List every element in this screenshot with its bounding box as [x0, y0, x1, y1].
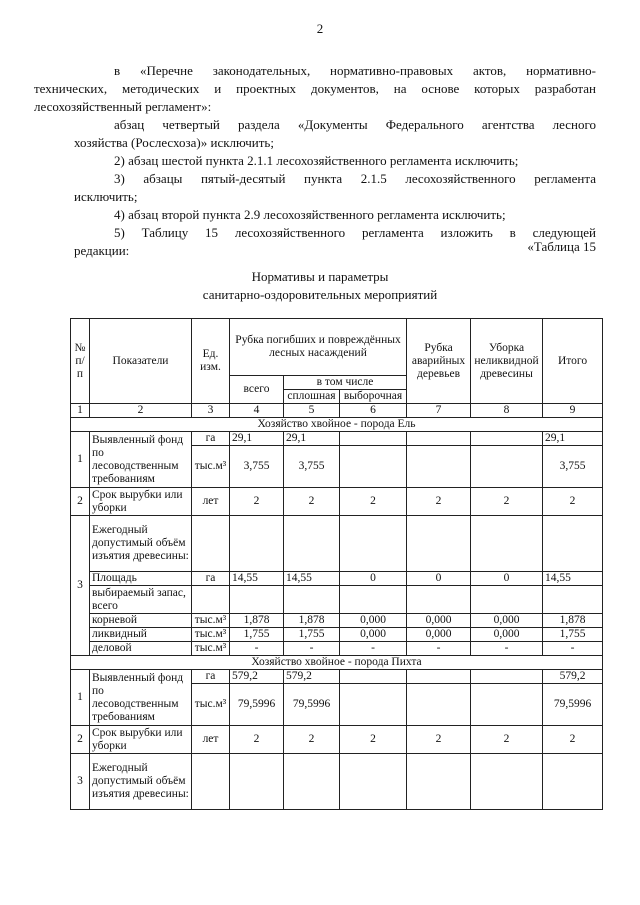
- cell-itogo: 2: [543, 488, 603, 516]
- page-number: 2: [316, 21, 324, 36]
- cell-unit: га: [192, 572, 230, 586]
- cell-emergency: 2: [407, 488, 471, 516]
- cell-selective: [340, 684, 407, 726]
- cell-emergency: [407, 684, 471, 726]
- cell-unit: тыс.м³: [192, 446, 230, 488]
- text-line: хозяйства (Рослесхоза)» исключить;: [74, 135, 274, 150]
- text-line: исключить;: [74, 189, 138, 204]
- column-number: 9: [543, 404, 603, 418]
- header-total-all: всего: [230, 376, 284, 404]
- row-label: Срок вырубки или уборки: [90, 488, 192, 516]
- table-caption-line2: санитарно-оздоровительных мероприятий: [202, 287, 438, 302]
- header-cleanup: Уборка неликвидной древесины: [471, 319, 543, 404]
- column-number: 8: [471, 404, 543, 418]
- header-including: в том числе: [284, 376, 407, 390]
- cell-emergency: 2: [407, 726, 471, 754]
- cell-clear: 3,755: [284, 446, 340, 488]
- row-label: Ежегодный допустимый объём изъятия древесины:: [90, 754, 192, 810]
- cell-selective: [340, 432, 407, 446]
- cell-selective: [340, 670, 407, 684]
- cell-clear: 14,55: [284, 572, 340, 586]
- cell-emergency: [407, 670, 471, 684]
- cell-total: 79,5996: [230, 684, 284, 726]
- text-line: 4) абзац второй пункта 2.9 лесохозяйственного регламента исключить;: [114, 207, 506, 222]
- column-number: 1: [71, 404, 90, 418]
- cell-total: 1,755: [230, 628, 284, 642]
- cell-itogo: 14,55: [543, 572, 603, 586]
- row-label: Площадь: [90, 572, 192, 586]
- row-label: деловой: [90, 642, 192, 656]
- section-title: Хозяйство хвойное - порода Пихта: [71, 656, 603, 670]
- row-label: Ежегодный допустимый объём изъятия древесины:: [90, 516, 192, 572]
- text-line: абзац четвертый раздела «Документы Федерального агентства лесного: [114, 117, 596, 132]
- cell-clear: 579,2: [284, 670, 340, 684]
- cell-unit: тыс.м³: [192, 614, 230, 628]
- cell-total: 1,878: [230, 614, 284, 628]
- row-num: 1: [71, 670, 90, 726]
- cell-clear: 79,5996: [284, 684, 340, 726]
- row-label: Выявленный фонд по лесоводственным требованиям: [90, 432, 192, 488]
- cell-unit: лет: [192, 726, 230, 754]
- cell-itogo: 2: [543, 726, 603, 754]
- header-num: № п/п: [71, 319, 90, 404]
- row-num: 3: [71, 516, 90, 656]
- cell-total: 3,755: [230, 446, 284, 488]
- cell-unit: тыс.м³: [192, 628, 230, 642]
- paragraph-item-5: [74, 224, 596, 260]
- text-line: технических, методических и проектных документов, на основе которых разработан: [34, 81, 596, 96]
- header-clear: сплошная: [284, 390, 340, 404]
- cell-cleanup: 2: [471, 488, 543, 516]
- cell-itogo: 579,2: [543, 670, 603, 684]
- cell-clear: -: [284, 642, 340, 656]
- row-num: 2: [71, 726, 90, 754]
- column-number: 6: [340, 404, 407, 418]
- text-line: 5) Таблицу 15 лесохозяйственного регламента изложить в следующей: [114, 225, 596, 240]
- cell-cleanup: 2: [471, 726, 543, 754]
- row-label: корневой: [90, 614, 192, 628]
- column-number: 3: [192, 404, 230, 418]
- cell-itogo: 29,1: [543, 432, 603, 446]
- text-line: в «Перечне законодательных, нормативно-правовых актов, нормативно-: [114, 63, 596, 78]
- cell-emergency: 0: [407, 572, 471, 586]
- paragraph-item-4: [74, 206, 596, 224]
- table-caption-line1: Нормативы и параметры: [251, 269, 389, 284]
- row-label: ликвидный: [90, 628, 192, 642]
- cell-clear: 2: [284, 488, 340, 516]
- cell-total: 579,2: [230, 670, 284, 684]
- paragraph-item-abzac: [74, 116, 596, 152]
- cell-cleanup: [471, 684, 543, 726]
- cell-selective: 0,000: [340, 628, 407, 642]
- column-number: 2: [90, 404, 192, 418]
- row-num: 2: [71, 488, 90, 516]
- cell-cleanup: 0,000: [471, 614, 543, 628]
- cell-emergency: 0,000: [407, 628, 471, 642]
- text-line: редакции:: [74, 243, 130, 258]
- cell-unit: га: [192, 432, 230, 446]
- cell-itogo: -: [543, 642, 603, 656]
- text-line: 2) абзац шестой пункта 2.1.1 лесохозяйственного регламента исключить;: [114, 153, 519, 168]
- row-label: Выявленный фонд по лесоводственным требованиям: [90, 670, 192, 726]
- cell-clear: 1,878: [284, 614, 340, 628]
- cell-cleanup: -: [471, 642, 543, 656]
- cell-clear: 2: [284, 726, 340, 754]
- cell-total: 29,1: [230, 432, 284, 446]
- cell-selective: [340, 446, 407, 488]
- table-label: «Таблица 15: [527, 239, 596, 254]
- column-number: 5: [284, 404, 340, 418]
- cell-itogo: 1,755: [543, 628, 603, 642]
- cell-cleanup: 0,000: [471, 628, 543, 642]
- header-total: Итого: [543, 319, 603, 404]
- row-num: 3: [71, 754, 90, 810]
- paragraph-item-3: [74, 170, 596, 206]
- header-felling-dead: Рубка погибших и повреждённых лесных насаждений: [230, 319, 407, 376]
- cell-selective: 2: [340, 726, 407, 754]
- cell-selective: 2: [340, 488, 407, 516]
- cell-selective: 0,000: [340, 614, 407, 628]
- cell-clear: 29,1: [284, 432, 340, 446]
- cell-total: -: [230, 642, 284, 656]
- cell-total: 2: [230, 488, 284, 516]
- cell-selective: 0: [340, 572, 407, 586]
- cell-itogo: 1,878: [543, 614, 603, 628]
- cell-emergency: -: [407, 642, 471, 656]
- cell-total: 14,55: [230, 572, 284, 586]
- section-title: Хозяйство хвойное - порода Ель: [71, 418, 603, 432]
- cell-cleanup: [471, 670, 543, 684]
- cell-clear: 1,755: [284, 628, 340, 642]
- cell-emergency: 0,000: [407, 614, 471, 628]
- text-line: 3) абзацы пятый-десятый пункта 2.1.5 лесохозяйственного регламента: [114, 171, 596, 186]
- cell-emergency: [407, 432, 471, 446]
- paragraph-list-intro: [34, 62, 596, 116]
- cell-unit: га: [192, 670, 230, 684]
- cell-cleanup: [471, 432, 543, 446]
- row-label: выбираемый запас, всего: [90, 586, 192, 614]
- cell-itogo: 3,755: [543, 446, 603, 488]
- header-unit: Ед. изм.: [192, 319, 230, 404]
- cell-itogo: 79,5996: [543, 684, 603, 726]
- cell-selective: -: [340, 642, 407, 656]
- paragraph-item-2: [74, 152, 596, 170]
- cell-unit: тыс.м³: [192, 684, 230, 726]
- row-label: Срок вырубки или уборки: [90, 726, 192, 754]
- cell-unit: лет: [192, 488, 230, 516]
- text-line: лесохозяйственный регламент»:: [34, 99, 212, 114]
- cell-cleanup: [471, 446, 543, 488]
- norms-table: [70, 318, 603, 810]
- row-num: 1: [71, 432, 90, 488]
- header-emergency: Рубка аварийных деревьев: [407, 319, 471, 404]
- cell-cleanup: 0: [471, 572, 543, 586]
- header-indicators: Показатели: [90, 319, 192, 404]
- header-selective: выборочная: [340, 390, 407, 404]
- column-number: 7: [407, 404, 471, 418]
- cell-total: 2: [230, 726, 284, 754]
- cell-emergency: [407, 446, 471, 488]
- cell-unit: тыс.м³: [192, 642, 230, 656]
- column-number: 4: [230, 404, 284, 418]
